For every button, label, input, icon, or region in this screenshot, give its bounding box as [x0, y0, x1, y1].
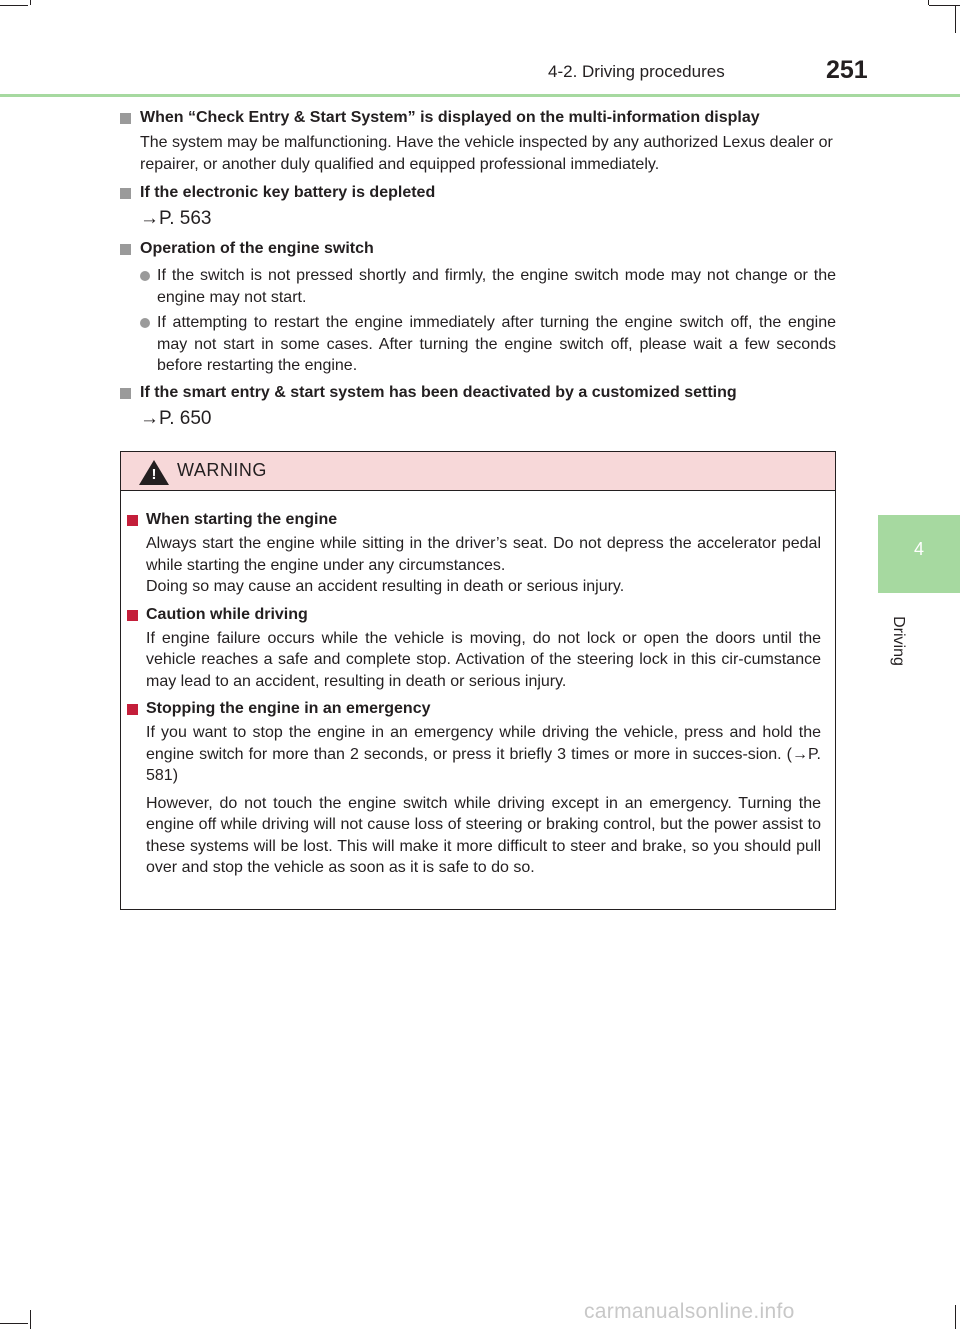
list-item: [120, 265, 836, 308]
warning-item-emergency: [127, 698, 821, 879]
crop-mark: [955, 5, 956, 33]
warning-paragraph: If you want to stop the engine in an emergency while driving the vehicle, press and hold the engine switch for more than 2 seconds, or press it briefly 3 times or more in succes-sion. (→P. 581): [146, 724, 821, 784]
exclamation-icon: !: [151, 466, 157, 483]
page-reference: →P. 650: [140, 407, 212, 429]
section-header: 4-2. Driving procedures: [548, 62, 725, 81]
warning-item-title: Caution while driving: [146, 605, 308, 623]
crop-mark: [30, 1310, 31, 1329]
crop-mark: [0, 5, 28, 6]
warning-body: [121, 491, 835, 879]
square-bullet-icon: [127, 515, 138, 526]
chapter-tab-number: 4: [913, 539, 924, 559]
warning-item-title: Stopping the engine in an emergency: [146, 700, 431, 717]
section-title: If the electronic key battery is depleted: [140, 184, 436, 201]
section-title: Operation of the engine switch: [140, 240, 374, 257]
warning-title: WARNING: [177, 460, 267, 480]
square-bullet-icon: [127, 610, 138, 621]
list-item-text: If attempting to restart the engine immediately after turning the engine switch off, the engine may not start in some cases. After turning the engine switch off, please wait a few seconds before restarting the engine.: [157, 314, 836, 374]
circle-bullet-icon: [140, 318, 150, 328]
section-smart-entry: [120, 381, 836, 431]
warning-item-starting: [127, 509, 821, 598]
chapter-tab-label: Driving: [890, 616, 907, 666]
warning-header: [121, 452, 835, 491]
circle-bullet-icon: [140, 271, 150, 281]
crop-mark: [0, 1323, 28, 1324]
list-item-text: If the switch is not pressed shortly and firmly, the engine switch mode may not change or the engine may not start.: [157, 267, 836, 306]
crop-mark: [955, 1305, 956, 1329]
square-bullet-icon: [120, 113, 131, 124]
section-body: The system may be malfunctioning. Have the vehicle inspected by any authorized Lexus dealer or repairer, or another duly qualified and equipped professional immediately.: [140, 134, 833, 173]
main-content: [120, 106, 836, 437]
square-bullet-icon: [120, 388, 131, 399]
section-title: When “Check Entry & Start System” is displayed on the multi-information display: [140, 109, 760, 126]
warning-paragraph: However, do not touch the engine switch while driving except in an emergency. Turning the engine off while driving will not cause loss of steering or braking control, but the power assist to these systems will be lost. This will make it more difficult to steer and brake, so you should pull over and stop the vehicle as soon as it is safe to do so.: [146, 794, 821, 876]
warning-paragraph: Always start the engine while sitting in the driver’s seat. Do not depress the accelerator pedal while starting the engine under any circumstances.: [146, 535, 821, 574]
list-item: [120, 312, 836, 377]
header-rule: [0, 94, 960, 97]
square-bullet-icon: [120, 244, 131, 255]
section-check-entry: [120, 106, 836, 175]
warning-item-title: When starting the engine: [146, 511, 338, 528]
section-title: If the smart entry & start system has been deactivated by a customized setting: [140, 383, 737, 401]
crop-mark: [30, 0, 31, 5]
warning-paragraph: If engine failure occurs while the vehicle is moving, do not lock or open the doors until the vehicle reaches a safe and complete stop. Activation of the steering lock in this cir-cumstance may lead to an accident, resulting in death or serious injury.: [146, 629, 821, 690]
section-key-battery: [120, 181, 836, 231]
page-number: 251: [826, 56, 868, 84]
square-bullet-icon: [120, 188, 131, 199]
warning-item-caution: [127, 604, 821, 693]
square-bullet-icon: [127, 704, 138, 715]
watermark: carmanualsonline.info: [584, 1300, 795, 1323]
chapter-tab: [878, 515, 960, 593]
page-reference: →P. 563: [140, 208, 212, 229]
warning-paragraph: Doing so may cause an accident resulting in death or serious injury.: [146, 578, 625, 595]
warning-box: [120, 451, 836, 910]
section-engine-switch: [120, 237, 836, 377]
